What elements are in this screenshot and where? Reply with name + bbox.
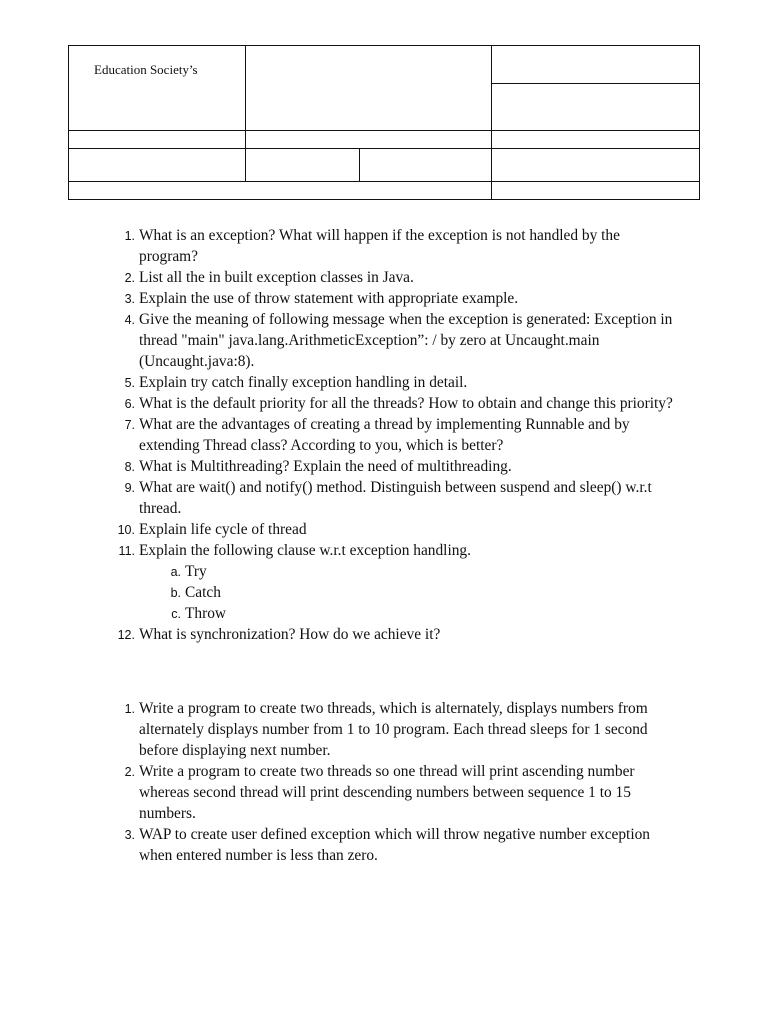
table-line <box>491 83 700 84</box>
item-number: 11. <box>118 544 135 558</box>
list-item <box>124 477 679 519</box>
item-text: Try <box>185 563 207 580</box>
table-border-right <box>699 45 700 200</box>
item-number: 2. <box>124 271 135 285</box>
list-item <box>124 761 679 824</box>
list-item <box>124 309 679 372</box>
list-item <box>124 824 679 866</box>
item-text: What is Multithreading? Explain the need of multithreading. <box>139 458 512 475</box>
list-item <box>124 414 679 456</box>
item-number: 3. <box>124 292 135 306</box>
item-number: 12. <box>117 628 135 642</box>
org-name: Education Society’s <box>94 62 198 77</box>
theory-question-list <box>117 225 679 645</box>
item-text: What is synchronization? How do we achieve it? <box>139 626 441 643</box>
item-number: 1. <box>124 702 135 716</box>
list-item <box>124 456 679 477</box>
clause-sublist-container <box>139 561 679 624</box>
item-number: 6. <box>124 397 135 411</box>
item-number: 2. <box>124 765 135 779</box>
list-item <box>124 267 679 288</box>
item-text: Explain try catch finally exception handling in detail. <box>139 374 468 391</box>
item-text: Write a program to create two threads, which is alternately, displays numbers from alternately displays number from 1 to 10 program. Each thread sleeps for 1 second before displaying next number. <box>139 700 648 759</box>
item-number: 7. <box>124 418 135 432</box>
item-text: Explain the use of throw statement with appropriate example. <box>139 290 519 307</box>
list-item <box>118 540 679 561</box>
list-item <box>124 393 679 414</box>
item-number: 1. <box>124 229 135 243</box>
item-text: Explain the following clause w.r.t exception handling. <box>139 542 471 559</box>
table-line <box>491 45 492 200</box>
list-item <box>124 372 679 393</box>
item-text: WAP to create user defined exception which will throw negative number exception when entered number is less than zero. <box>139 826 650 864</box>
item-text: What is the default priority for all the threads? How to obtain and change this priority? <box>139 395 673 412</box>
item-text: What are the advantages of creating a thread by implementing Runnable and by extending Thread class? According to you, which is better? <box>139 416 630 454</box>
list-item <box>170 582 725 603</box>
table-line <box>68 148 700 149</box>
list-item <box>117 519 679 540</box>
table-line <box>359 148 360 181</box>
program-question-list <box>124 698 679 866</box>
list-item <box>170 561 725 582</box>
table-line <box>68 130 700 131</box>
item-text: Write a program to create two threads so one thread will print ascending number whereas second thread will print descending numbers between sequence 1 to 15 numbers. <box>139 763 635 822</box>
table-line <box>68 181 700 182</box>
item-number: c. <box>171 607 181 621</box>
item-number: 9. <box>124 481 135 495</box>
list-item <box>117 624 679 645</box>
item-number: 5. <box>124 376 135 390</box>
item-text: Explain life cycle of thread <box>139 521 307 538</box>
item-number: b. <box>170 586 181 600</box>
table-border-left <box>68 45 69 200</box>
item-text: Throw <box>185 605 227 622</box>
table-border-bottom <box>68 199 700 200</box>
item-number: 4. <box>124 313 135 327</box>
item-number: 3. <box>124 828 135 842</box>
item-text: What are wait() and notify() method. Distinguish between suspend and sleep() w.r.t thread. <box>139 479 652 517</box>
table-border-top <box>68 45 700 46</box>
item-text: What is an exception? What will happen if the exception is not handled by the program? <box>139 227 620 265</box>
item-number: 8. <box>124 460 135 474</box>
item-text: Catch <box>185 584 221 601</box>
list-item <box>124 288 679 309</box>
item-text: Give the meaning of following message when the exception is generated: Exception in thread "main" java.lang.ArithmeticException”: / by zero at Uncaught.main (Uncaught.java:8). <box>139 311 673 370</box>
clause-sublist <box>139 561 679 624</box>
table-line <box>245 45 246 181</box>
list-item <box>124 225 679 267</box>
item-text: List all the in built exception classes in Java. <box>139 269 414 286</box>
list-item <box>171 603 725 624</box>
list-item <box>124 698 679 761</box>
item-number: a. <box>170 565 181 579</box>
item-number: 10. <box>117 523 135 537</box>
